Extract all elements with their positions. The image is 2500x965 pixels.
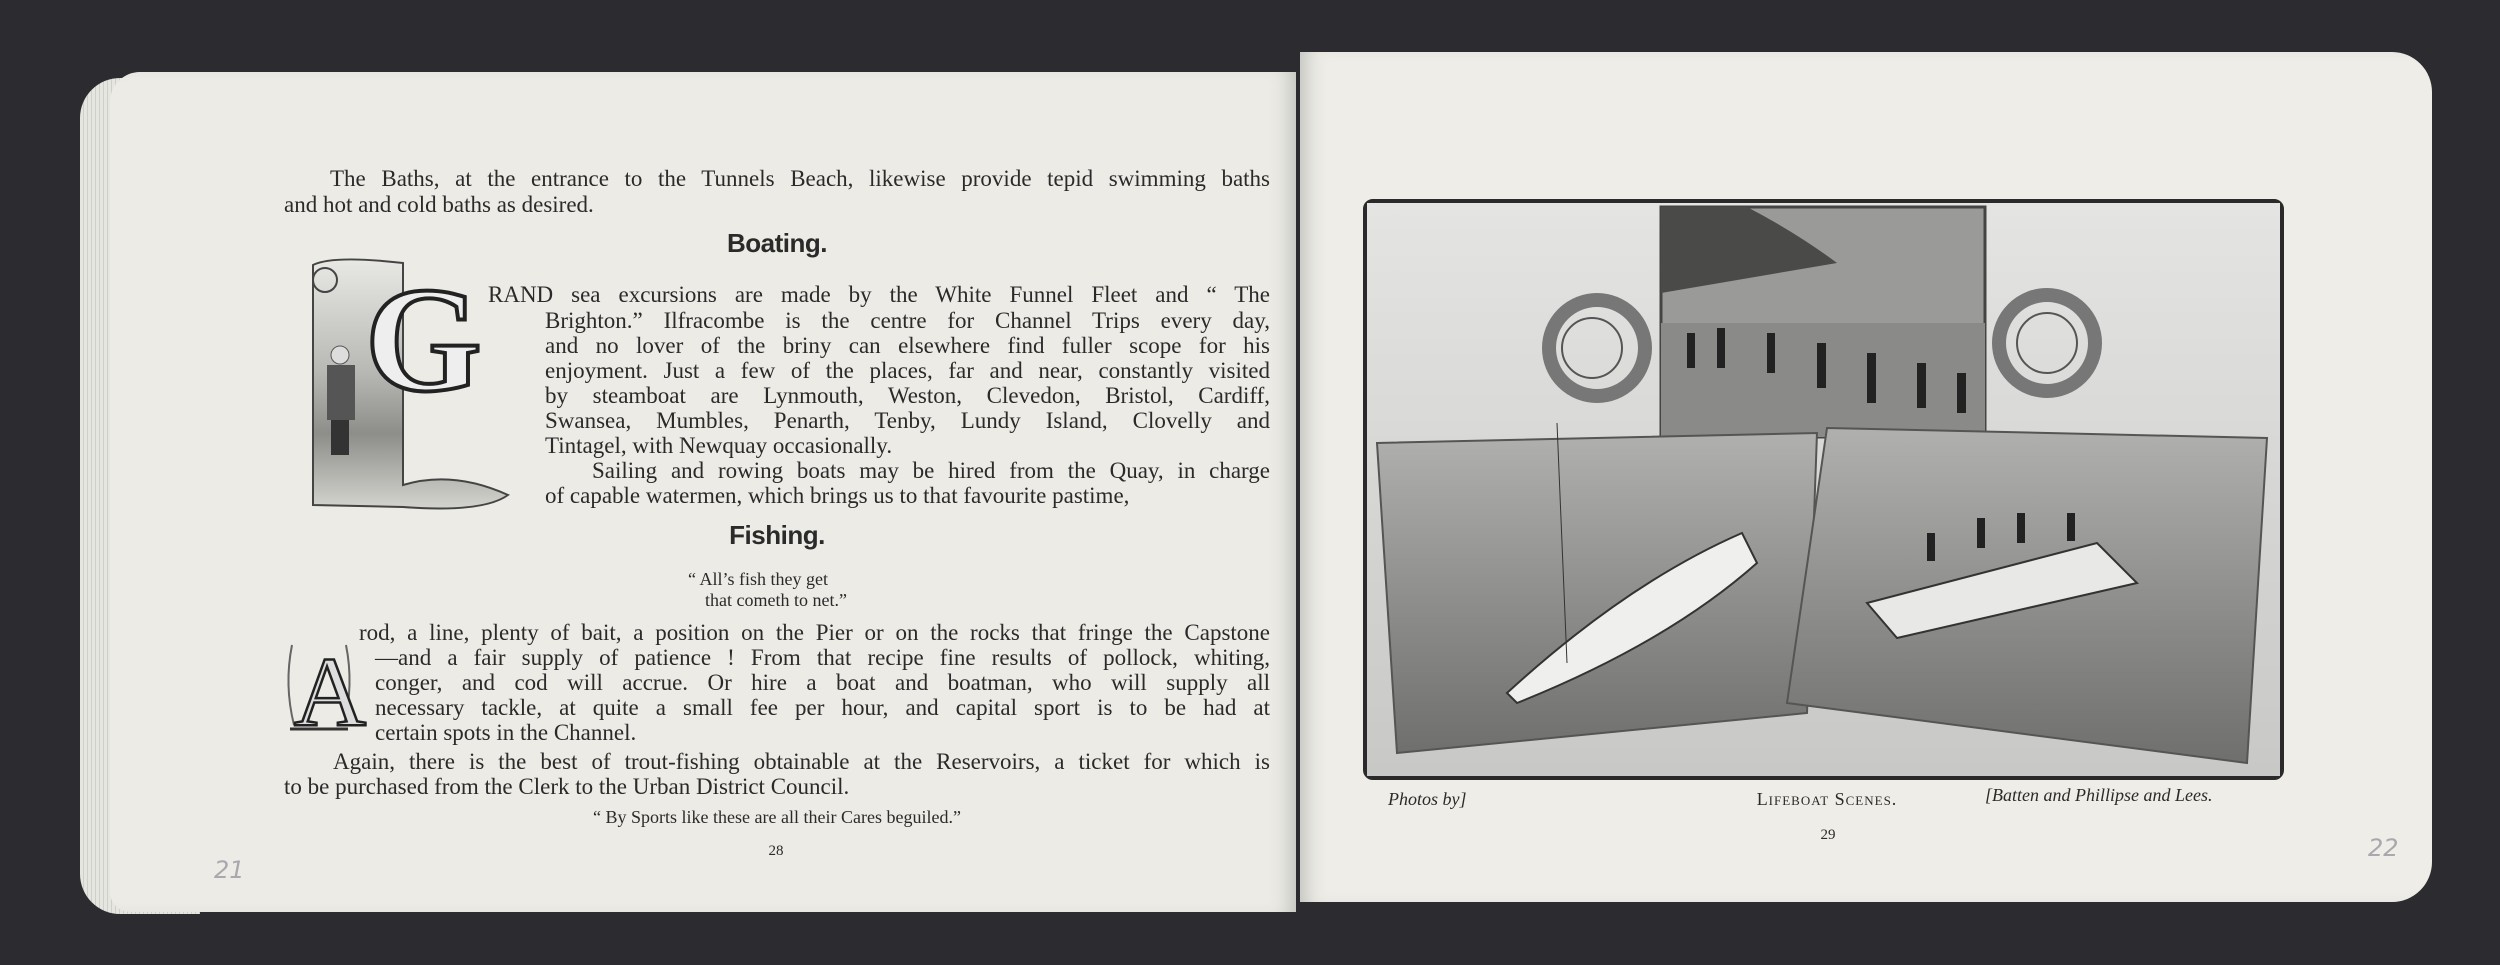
photo-bottom-right xyxy=(1787,428,2267,763)
fishing-line: conger, and cod will accrue. Or hire a boat and boatman, who will supply all xyxy=(375,670,1270,695)
fishing-line: necessary tackle, at quite a small fee per hour, and capital sport is to be had at xyxy=(375,695,1270,720)
boating-line: Tintagel, with Newquay occasionally. xyxy=(545,433,893,458)
photo-credit-label: Photos by] xyxy=(1388,789,1467,809)
again-line: Again, there is the best of trout-fishing obtainable at the Reservoirs, a ticket for which is xyxy=(333,749,1270,774)
boating-line: RAND sea excursions are made by the White Funnel Fleet and “ The xyxy=(488,282,1270,307)
photo-credit-names: [Batten and Phillipse and Lees. xyxy=(1985,785,2213,805)
photo-top-center xyxy=(1661,207,1985,437)
drop-cap-g: G xyxy=(365,257,482,423)
fishing-quote-line: “ All’s fish they get xyxy=(688,569,828,589)
fishing-line: rod, a line, plenty of bait, a position on the Pier or on the rocks that fringe the Capstone xyxy=(359,620,1270,645)
boating-line: enjoyment. Just a few of the places, far and near, constantly visited xyxy=(545,358,1270,383)
again-line: to be purchased from the Clerk to the Urban District Council. xyxy=(284,774,850,799)
fishing-heading: Fishing. xyxy=(729,520,825,550)
pencil-mark-left: 21 xyxy=(214,856,245,884)
closing-quote: “ By Sports like these are all their Cares beguiled.” xyxy=(593,807,961,827)
fishing-quote-line: that cometh to net.” xyxy=(705,590,847,610)
pencil-mark-right: 22 xyxy=(2368,834,2399,862)
boating-line: and no lover of the briny can elsewhere find fuller scope for his xyxy=(545,333,1270,358)
fishing-line: —and a fair supply of patience ! From that recipe fine results of pollock, whiting, xyxy=(375,645,1270,670)
intro-line: and hot and cold baths as desired. xyxy=(284,192,594,217)
photo-bottom-left xyxy=(1377,423,1817,753)
boating-line: by steamboat are Lynmouth, Weston, Clevedon, Bristol, Cardiff, xyxy=(545,383,1270,408)
drop-cap-a-ornament xyxy=(284,625,367,747)
boating-line: Swansea, Mumbles, Penarth, Tenby, Lundy Island, Clovelly and xyxy=(545,408,1270,433)
lifeboat-photo-collage xyxy=(1363,199,2284,780)
boating-line: Brighton.” Ilfracombe is the centre for Channel Trips every day, xyxy=(545,308,1270,333)
boating-heading: Boating. xyxy=(727,228,827,258)
page-number-right: 29 xyxy=(1820,827,1836,843)
drop-cap-g-illustration xyxy=(303,255,515,513)
drop-cap-a: A xyxy=(294,636,367,747)
intro-line: The Baths, at the entrance to the Tunnels Beach, likewise provide tepid swimming baths xyxy=(330,166,1270,191)
fishing-line: certain spots in the Channel. xyxy=(375,720,637,745)
photo-caption-title: Lifeboat Scenes. xyxy=(1756,789,1898,809)
boating-line: Sailing and rowing boats may be hired from the Quay, in charge xyxy=(592,458,1270,483)
boating-line: of capable watermen, which brings us to that favourite pastime, xyxy=(545,483,1130,508)
page-number-left: 28 xyxy=(768,843,784,859)
